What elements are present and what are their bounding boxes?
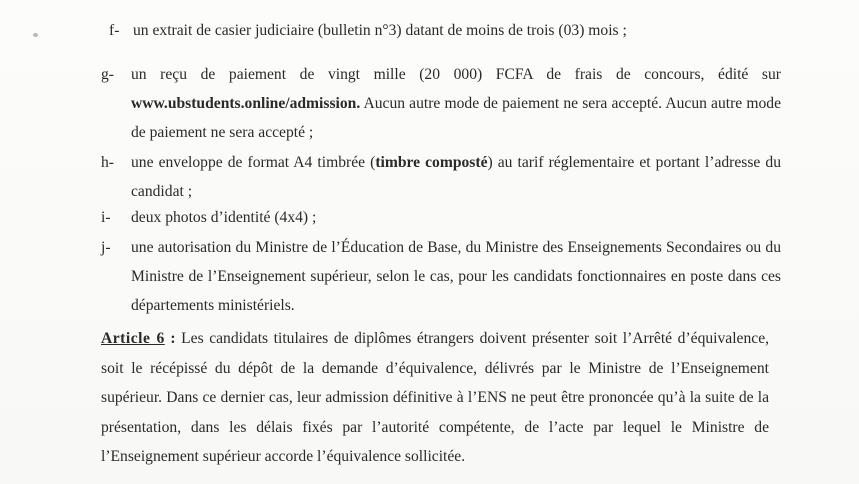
- list-item-j: [101, 233, 781, 320]
- list-letter: f-: [109, 22, 120, 39]
- item-j-text: une autorisation du Ministre de l’Éducation de Base, du Ministre des Enseignements Secondaires ou du Ministre de l’Enseignement supérieur, selon le cas, pour les candidats fonctionnaires en poste dans ces départements ministériels.: [131, 239, 781, 314]
- payment-url: www.ubstudents.online/admission.: [131, 95, 361, 112]
- list-item-text: [131, 203, 781, 232]
- article-colon: :: [164, 330, 176, 347]
- list-letter: h-: [101, 154, 114, 171]
- list-item-f: [109, 16, 789, 45]
- item-g-text-after: Aucun autre mode de paiement ne sera accepté. Aucun autre mode de paiement ne sera accepté ;: [131, 95, 781, 141]
- article-text: Les candidats titulaires de diplômes étrangers doivent présenter soit l’Arrêté d’équivalence, soit le récépissé du dépôt de la demande d’équivalence, délivrés par le Ministre de l’Enseignement supérieur. Dans ce dernier cas, leur admission définitive à l’ENS ne peut être prononcée qu’à la suite de la présentation, dans les délais fixés par l’autorité compétente, de l’acte par lequel le Ministre de l’Enseignement supérieur accorde l’équivalence sollicitée.: [101, 330, 770, 465]
- list-letter: i-: [101, 209, 111, 226]
- list-item-h: [101, 148, 781, 206]
- list-item-text: [131, 233, 781, 320]
- item-g-text-before: un reçu de paiement de vingt mille (20 000) FCFA de frais de concours, édité sur: [131, 66, 781, 83]
- article-6-paragraph: [101, 324, 769, 472]
- list-item-text: [131, 148, 781, 206]
- item-i-text: deux photos d’identité (4x4) ;: [131, 209, 317, 226]
- item-f-text: un extrait de casier judiciaire (bulletin n°3) datant de moins de trois (03) mois ;: [133, 22, 627, 39]
- list-letter: g-: [101, 66, 114, 83]
- list-item-text: [133, 16, 789, 45]
- stamp-type: timbre composté: [375, 154, 488, 171]
- list-item-i: [101, 203, 781, 232]
- scan-speck: [33, 33, 38, 37]
- item-h-text-after: ) au tarif réglementaire et portant l’adresse du candidat ;: [131, 154, 781, 200]
- list-item-text: [131, 60, 781, 147]
- list-letter: j-: [101, 239, 111, 256]
- item-h-text-before: une enveloppe de format A4 timbrée (: [131, 154, 376, 171]
- list-item-g: [101, 60, 781, 147]
- article-label: Article 6: [101, 330, 165, 347]
